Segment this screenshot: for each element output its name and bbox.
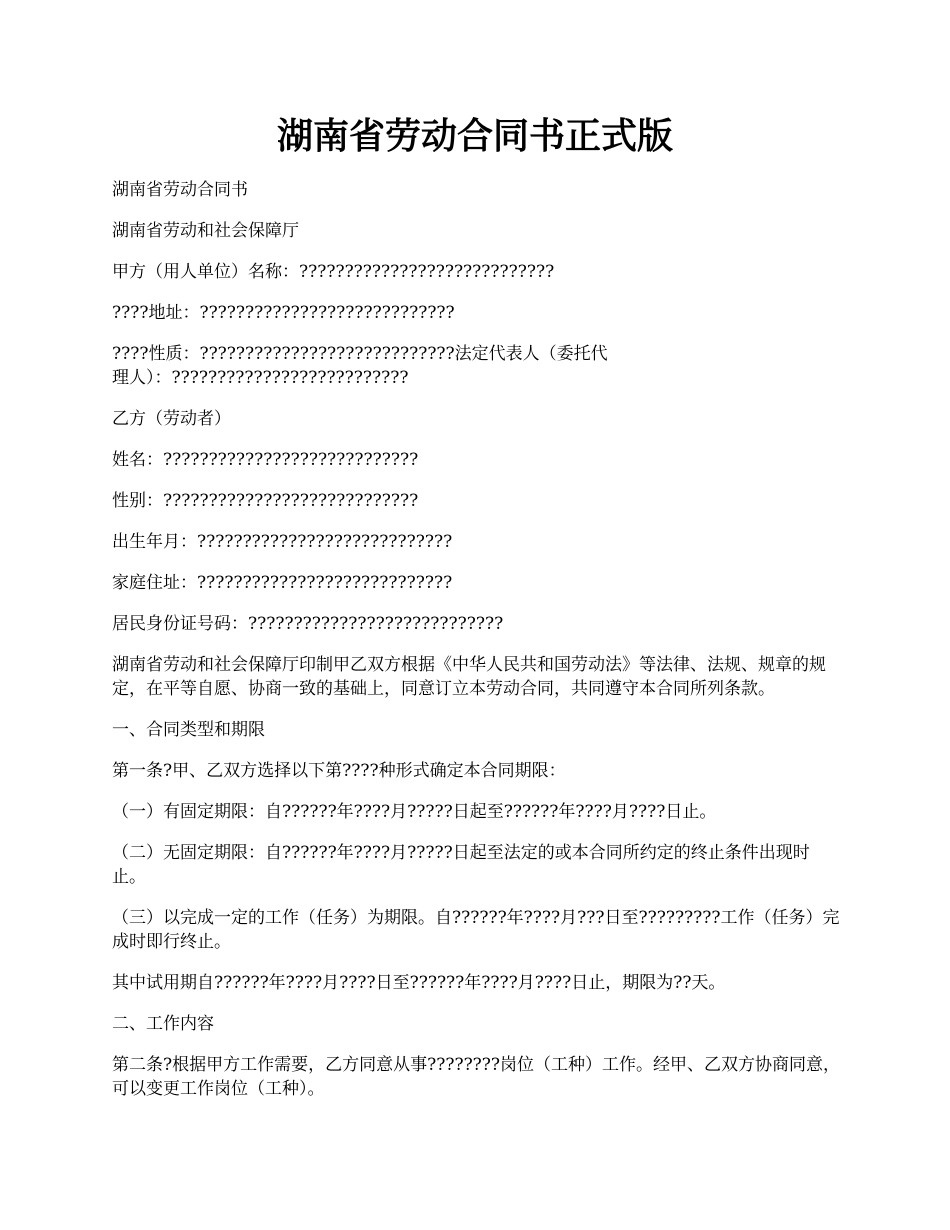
section-heading-work-content: 二、工作内容 (112, 1014, 214, 1034)
paragraph-id-number: 居民身份证号码：???????????????????????????? (112, 614, 504, 634)
paragraph-preamble: 湖南省劳动和社会保障厅印制甲乙双方根据《中华人民共和国劳动法》等法律、法规、规章的规定，在平等自愿、协商一致的基础上，同意订立本劳动合同，共同遵守本合同所列条款。 (112, 655, 826, 699)
paragraph-gender: 性别：???????????????????????????? (112, 491, 419, 511)
paragraph-name: 姓名：???????????????????????????? (112, 450, 419, 470)
paragraph-party-a-name: 甲方（用人单位）名称：???????????????????????????? (112, 262, 555, 282)
paragraph-party-b: 乙方（劳动者） (112, 409, 231, 429)
document-title: 湖南省劳动合同书正式版 (276, 115, 673, 157)
paragraph-birth: 出生年月：???????????????????????????? (112, 532, 453, 552)
document-body (112, 178, 842, 1118)
paragraph-party-a-address: ????地址：???????????????????????????? (112, 303, 455, 323)
paragraph-party-a-nature: ????性质：????????????????????????????法定代表人（委托代理人）：?????????????????????????? (112, 344, 608, 388)
paragraph-issuer: 湖南省劳动和社会保障厅 (112, 221, 299, 241)
paragraph-header: 湖南省劳动合同书 (112, 180, 248, 200)
section-heading-contract-type: 一、合同类型和期限 (112, 720, 265, 740)
paragraph-open-term: （二）无固定期限：自??????年????月?????日起至法定的或本合同所约定的终止条件出现时止。 (112, 843, 810, 887)
paragraph-fixed-term: （一）有固定期限：自??????年????月?????日起至??????年????月????日止。 (112, 802, 717, 822)
paragraph-task-term: （三）以完成一定的工作（任务）为期限。自??????年????月???日至?????????工作（任务）完成时即行终止。 (112, 908, 840, 952)
paragraph-article-1: 第一条?甲、乙双方选择以下第????种形式确定本合同期限： (112, 761, 566, 781)
paragraph-probation: 其中试用期自??????年????月????日至??????年????月????日止，期限为??天。 (112, 973, 726, 993)
paragraph-article-2: 第二条?根据甲方工作需要，乙方同意从事????????岗位（工种）工作。经甲、乙双方协商同意，可以变更工作岗位（工种）。 (112, 1055, 841, 1099)
paragraph-home-address: 家庭住址：???????????????????????????? (112, 573, 453, 593)
